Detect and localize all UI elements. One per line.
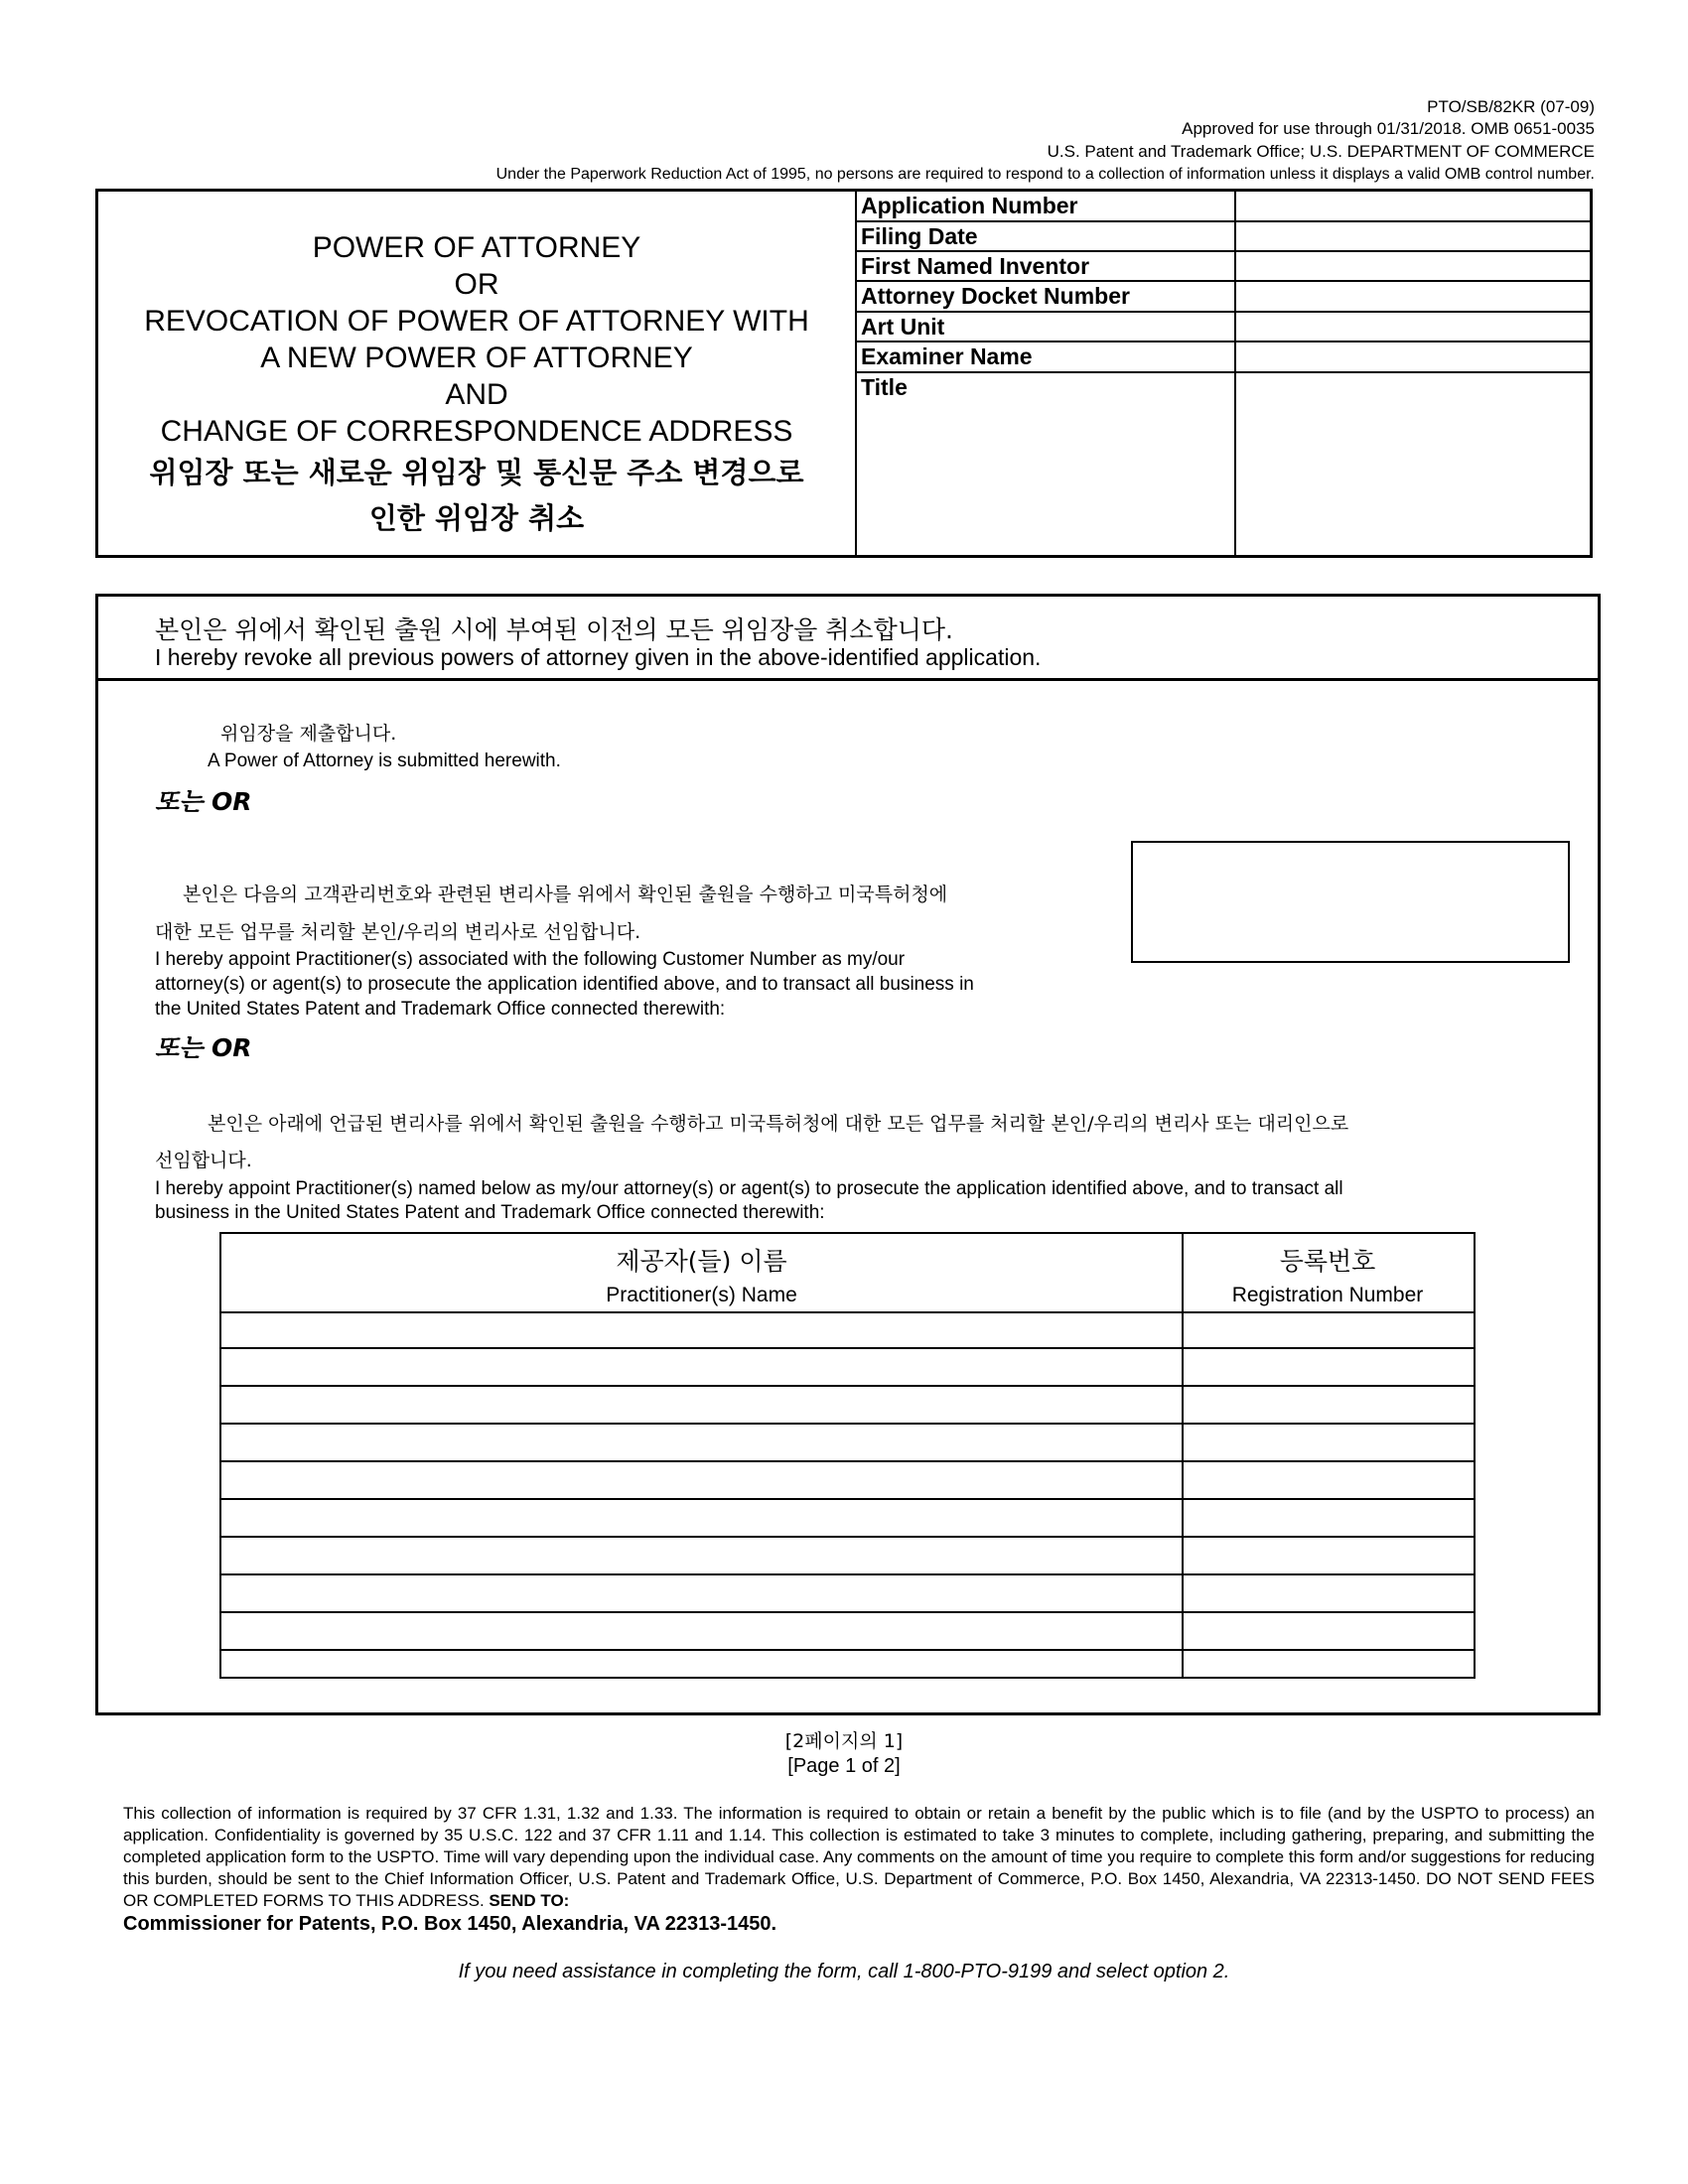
page-indicator-korean: [2페이지의 1] bbox=[784, 1730, 904, 1752]
practitioner-name-cell[interactable] bbox=[221, 1311, 1182, 1347]
main-form-box bbox=[95, 594, 1601, 1715]
attorney-docket-number-field[interactable] bbox=[1234, 282, 1590, 311]
practitioner-table-header bbox=[221, 1234, 1474, 1313]
burden-text: This collection of information is required by 37 CFR 1.31, 1.32 and 1.33. The information is required to obtain or retain a benefit by the public which is to file (and by the USPTO to process) an application. Confidentiality is governed by 35 U.S.C. 122 and 37 CFR 1.11 and 1.14. This collection is estimated to take 3 minutes to complete, including gathering, preparing, and submitting the completed application form to the USPTO. Time will vary depending upon the individual case. Any comments on the amount of time you require to complete this form and/or suggestions for reducing this burden, should be sent to the Chief Information Officer, U.S. Patent and Trademark Office, U.S. Department of Commerce, P.O. Box 1450, Alexandria, VA 22313-1450. DO NOT SEND FEES OR COMPLETED FORMS TO THIS ADDRESS. bbox=[123, 1804, 1595, 1910]
id-label: First Named Inventor bbox=[861, 253, 1090, 279]
table-row bbox=[221, 1613, 1474, 1651]
assistance-note: If you need assistance in completing the form, call 1-800-PTO-9199 and select option 2. bbox=[458, 1961, 1230, 1982]
option-customer-number-text: I hereby appoint Practitioner(s) associated with the following Customer Number as my/our bbox=[155, 949, 906, 970]
or-separator: 또는 OR bbox=[155, 787, 252, 816]
table-row bbox=[221, 1349, 1474, 1387]
option-named-practitioners-text: business in the United States Patent and Trademark Office connected therewith: bbox=[155, 1202, 825, 1223]
application-number-field[interactable] bbox=[1234, 192, 1590, 220]
practitioner-name-cell[interactable] bbox=[221, 1349, 1182, 1385]
title-line: OR bbox=[454, 268, 499, 301]
title-field[interactable] bbox=[1234, 373, 1590, 555]
title-line: POWER OF ATTORNEY bbox=[312, 231, 641, 264]
registration-number-cell[interactable] bbox=[1184, 1575, 1474, 1611]
title-line: AND bbox=[445, 378, 508, 411]
id-row-filing-date bbox=[857, 222, 1590, 252]
id-row-art-unit bbox=[857, 313, 1590, 342]
registration-header: Registration Number bbox=[1231, 1284, 1424, 1306]
id-label: Title bbox=[861, 374, 908, 400]
practitioner-name-cell[interactable] bbox=[221, 1462, 1182, 1498]
option-customer-number-text: the United States Patent and Trademark Office connected therewith: bbox=[155, 999, 726, 1020]
option-named-practitioners-korean: 선임합니다. bbox=[155, 1150, 252, 1171]
table-row bbox=[221, 1425, 1474, 1462]
practitioner-name-cell[interactable] bbox=[221, 1575, 1182, 1611]
option-named-practitioners-korean: 본인은 아래에 언급된 변리사를 위에서 확인된 출원을 수행하고 미국특허청에 대한 모든 업무를 처리할 본인/우리의 변리사 또는 대리인으로 bbox=[208, 1113, 1349, 1135]
art-unit-field[interactable] bbox=[1234, 313, 1590, 341]
name-header-korean: 제공자(들) 이름 bbox=[616, 1247, 787, 1276]
revoke-text-korean: 본인은 위에서 확인된 출원 시에 부여된 이전의 모든 위임장을 취소합니다. bbox=[155, 615, 953, 644]
approval-notice: Approved for use through 01/31/2018. OMB 0651-0035 bbox=[1182, 119, 1595, 138]
application-id-table bbox=[857, 192, 1590, 555]
option-named-practitioners-text: I hereby appoint Practitioner(s) named below as my/our attorney(s) or agent(s) to prosecute the application identified above, and to transact all bbox=[155, 1178, 1343, 1199]
name-column-header bbox=[221, 1234, 1182, 1307]
id-label: Application Number bbox=[861, 193, 1078, 218]
id-row-application-number bbox=[857, 192, 1590, 222]
page-indicator: [Page 1 of 2] bbox=[787, 1755, 901, 1777]
title-line: CHANGE OF CORRESPONDENCE ADDRESS bbox=[160, 415, 793, 448]
registration-number-cell[interactable] bbox=[1184, 1387, 1474, 1423]
form-header-box bbox=[95, 189, 1593, 558]
table-row bbox=[221, 1387, 1474, 1425]
id-row-attorney-docket-number bbox=[857, 282, 1590, 313]
registration-column-header bbox=[1182, 1234, 1474, 1307]
title-korean: 위임장 또는 새로운 위임장 및 통신문 주소 변경으로 bbox=[149, 456, 804, 489]
table-row bbox=[221, 1500, 1474, 1538]
title-korean: 인한 위임장 취소 bbox=[368, 501, 585, 535]
send-to-label: SEND TO: bbox=[489, 1891, 570, 1910]
practitioner-name-cell[interactable] bbox=[221, 1500, 1182, 1536]
registration-number-cell[interactable] bbox=[1184, 1538, 1474, 1573]
registration-number-cell[interactable] bbox=[1184, 1651, 1474, 1677]
registration-header-korean: 등록번호 bbox=[1279, 1247, 1376, 1276]
table-row bbox=[221, 1575, 1474, 1613]
practitioner-name-cell[interactable] bbox=[221, 1613, 1182, 1649]
form-title bbox=[98, 192, 857, 555]
or-separator: 또는 OR bbox=[155, 1033, 252, 1062]
examiner-name-field[interactable] bbox=[1234, 342, 1590, 371]
practitioner-name-cell[interactable] bbox=[221, 1425, 1182, 1460]
practitioner-table bbox=[219, 1232, 1476, 1679]
practitioner-name-cell[interactable] bbox=[221, 1651, 1182, 1677]
burden-statement bbox=[123, 1803, 1595, 1912]
option-customer-number-text: attorney(s) or agent(s) to prosecute the application identified above, and to transact all business in bbox=[155, 974, 974, 995]
registration-number-cell[interactable] bbox=[1184, 1425, 1474, 1460]
table-row bbox=[221, 1311, 1474, 1349]
registration-number-cell[interactable] bbox=[1184, 1462, 1474, 1498]
id-label: Attorney Docket Number bbox=[861, 283, 1130, 309]
option-customer-number-korean: 본인은 다음의 고객관리번호와 관련된 변리사를 위에서 확인된 출원을 수행하고 미국특허청에 bbox=[183, 884, 948, 905]
id-row-title bbox=[857, 373, 1590, 555]
id-label: Filing Date bbox=[861, 223, 978, 249]
first-named-inventor-field[interactable] bbox=[1234, 252, 1590, 280]
id-row-examiner-name bbox=[857, 342, 1590, 373]
paperwork-notice: Under the Paperwork Reduction Act of 1995, no persons are required to respond to a collection of information unless it displays a valid OMB control number. bbox=[495, 166, 1595, 183]
id-row-first-named-inventor bbox=[857, 252, 1590, 282]
customer-number-field[interactable] bbox=[1131, 841, 1570, 963]
registration-number-cell[interactable] bbox=[1184, 1500, 1474, 1536]
form-id: PTO/SB/82KR (07-09) bbox=[1427, 97, 1595, 116]
registration-number-cell[interactable] bbox=[1184, 1349, 1474, 1385]
practitioner-name-cell[interactable] bbox=[221, 1387, 1182, 1423]
id-label: Art Unit bbox=[861, 314, 945, 340]
practitioner-name-cell[interactable] bbox=[221, 1538, 1182, 1573]
registration-number-cell[interactable] bbox=[1184, 1311, 1474, 1347]
registration-number-cell[interactable] bbox=[1184, 1613, 1474, 1649]
filing-date-field[interactable] bbox=[1234, 222, 1590, 250]
table-row bbox=[221, 1538, 1474, 1575]
title-line: REVOCATION OF POWER OF ATTORNEY WITH bbox=[144, 305, 809, 338]
table-row bbox=[221, 1651, 1474, 1677]
send-to-address: Commissioner for Patents, P.O. Box 1450, Alexandria, VA 22313-1450. bbox=[123, 1913, 777, 1935]
option-submitted-text: A Power of Attorney is submitted herewith. bbox=[208, 751, 561, 771]
option-customer-number-korean: 대한 모든 업무를 처리할 본인/우리의 변리사로 선임합니다. bbox=[155, 921, 641, 943]
name-header: Practitioner(s) Name bbox=[606, 1284, 797, 1306]
agency-line: U.S. Patent and Trademark Office; U.S. DEPARTMENT OF COMMERCE bbox=[1047, 142, 1595, 161]
table-row bbox=[221, 1462, 1474, 1500]
option-submitted-korean: 위임장을 제출합니다. bbox=[220, 723, 397, 745]
revoke-text: I hereby revoke all previous powers of attorney given in the above-identified application. bbox=[155, 644, 1042, 670]
title-line: A NEW POWER OF ATTORNEY bbox=[260, 341, 693, 374]
id-label: Examiner Name bbox=[861, 343, 1033, 369]
revocation-section bbox=[98, 597, 1598, 681]
